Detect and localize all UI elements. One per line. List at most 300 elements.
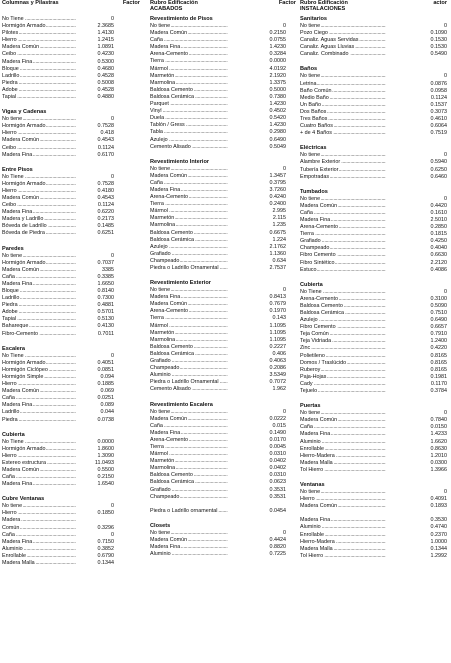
row-label — [2, 309, 76, 316]
row-label — [300, 245, 386, 252]
section-list — [300, 16, 451, 560]
row-factor: 0.5008 — [97, 79, 114, 86]
row-label-text: Estereo estructura — [2, 459, 47, 466]
table-row — [300, 353, 451, 360]
table-row — [2, 30, 144, 37]
row-label-text: Hierro — [2, 381, 17, 388]
row-label — [2, 188, 76, 195]
row-label-text: Madera Común — [150, 415, 188, 422]
column-title: Rubro Edificación — [300, 0, 348, 6]
row-label-text: No tiene — [150, 287, 171, 294]
row-factor: 1.4230 — [269, 44, 286, 51]
row-label-text: Hormigón Armado — [2, 23, 46, 30]
row-label — [150, 472, 228, 479]
table-row — [150, 58, 300, 65]
row-factor: 1.1095 — [269, 322, 286, 329]
row-label-text: No tiene — [2, 252, 23, 259]
row-label — [150, 51, 228, 58]
row-label — [150, 208, 228, 215]
section-title: Entre Pisos — [2, 166, 33, 173]
row-label — [300, 23, 386, 30]
row-label — [300, 30, 386, 37]
row-factor: 1.1095 — [269, 336, 286, 343]
row-label-text: Madera Común — [2, 266, 40, 273]
row-label-text: Baldosa Cerámica — [150, 93, 195, 100]
table-row — [300, 381, 451, 388]
table-row — [300, 210, 451, 217]
table-row — [2, 37, 144, 44]
table-row — [300, 303, 451, 310]
table-row — [150, 265, 300, 272]
row-label — [2, 274, 76, 281]
row-label-text: Madera Fina — [2, 209, 33, 216]
row-factor: 0 — [444, 23, 447, 29]
row-label — [2, 267, 76, 274]
row-label — [300, 44, 386, 51]
row-label-text: Madera Fina — [150, 186, 181, 193]
row-factor: 0.0958 — [430, 87, 447, 94]
row-label-text: Grafiado — [150, 486, 171, 493]
row-factor: 0.8165 — [430, 352, 447, 359]
row-factor: 0.1170 — [430, 380, 447, 387]
row-label-text: Madera Fina — [300, 517, 331, 524]
table-row — [150, 465, 300, 472]
row-label-text: Bóveda de Piedra — [2, 230, 45, 237]
table-row — [300, 245, 451, 252]
row-label — [150, 409, 228, 416]
row-label-text: Bloque — [2, 65, 19, 72]
table-row — [2, 274, 144, 281]
table-row — [150, 87, 300, 94]
row-label-text: No tiene — [150, 23, 171, 29]
table-row — [2, 87, 144, 94]
row-factor: 0.1124 — [97, 202, 114, 209]
table-row — [2, 260, 144, 267]
row-label — [300, 303, 386, 310]
table-row — [300, 546, 451, 553]
section-title: Baños — [300, 66, 318, 73]
table-row — [300, 167, 451, 174]
table-row — [300, 116, 451, 123]
row-factor: 0.0000 — [269, 58, 286, 65]
row-label-text: Baldosa Cemento — [300, 302, 343, 309]
row-factor: 0.4881 — [97, 302, 114, 309]
row-label — [150, 365, 228, 372]
row-label — [2, 331, 76, 338]
row-label-text: Ceibo — [2, 202, 17, 209]
table-row — [300, 324, 451, 331]
column-header — [300, 0, 451, 16]
row-factor: 0.6630 — [430, 252, 447, 259]
table-row — [150, 344, 300, 351]
row-factor: 0.4543 — [97, 194, 114, 201]
table-row — [2, 439, 144, 446]
section-list — [150, 16, 300, 558]
table-row — [300, 446, 451, 453]
table-row — [150, 115, 300, 122]
row-label-text: Marmetón — [150, 72, 175, 79]
row-label — [2, 374, 76, 381]
row-label-text: Madera Fina — [150, 44, 181, 51]
row-factor: 0.7679 — [269, 301, 286, 308]
row-factor: 0 — [283, 529, 286, 536]
row-label-text: Piedra o Ladrillo ornamental — [150, 507, 218, 514]
table-row — [2, 223, 144, 230]
row-label-text: Hierro — [2, 452, 17, 459]
row-label-text: Pilotes — [2, 30, 19, 37]
row-label — [2, 288, 76, 295]
row-label — [2, 37, 76, 44]
table-row — [2, 66, 144, 73]
row-factor: 0.4040 — [430, 245, 447, 252]
row-factor: 1.3090 — [97, 452, 114, 459]
row-label-text: Madera Fina — [300, 216, 331, 223]
row-label — [150, 108, 228, 115]
row-label — [300, 310, 386, 317]
row-factor: 0.6657 — [430, 324, 447, 331]
row-label — [150, 66, 228, 73]
table-row — [300, 267, 451, 274]
row-label-text: Baldosa Cerámica — [300, 310, 345, 316]
row-label — [150, 308, 228, 315]
row-factor: 3.7260 — [269, 186, 286, 193]
row-label — [2, 409, 76, 416]
table-row — [2, 539, 144, 546]
row-label — [300, 503, 386, 510]
row-label — [300, 517, 386, 524]
row-label — [300, 324, 386, 331]
table-row — [2, 517, 144, 524]
row-label-text: Piedra — [2, 79, 18, 86]
row-factor: 0.634 — [272, 257, 286, 264]
table-row — [2, 16, 144, 23]
row-factor: 2.3685 — [97, 23, 114, 30]
table-row — [2, 302, 144, 309]
row-label — [150, 173, 228, 180]
row-factor: 0.1815 — [430, 231, 447, 238]
row-label — [300, 217, 386, 224]
row-factor: 0.6251 — [97, 230, 114, 237]
row-factor: 1.1360 — [269, 250, 286, 257]
row-label — [2, 145, 76, 152]
table-row — [2, 152, 144, 159]
row-factor: 0.1090 — [430, 30, 447, 37]
row-label-text: Madera Fina — [2, 481, 33, 488]
row-label-text: Baldosa Cemento — [150, 472, 193, 479]
table-row — [150, 365, 300, 372]
row-label — [300, 317, 386, 324]
row-label — [150, 166, 228, 173]
row-factor: 0.4610 — [430, 116, 447, 123]
row-label-text: Enrollable — [300, 531, 324, 538]
row-label-text: Tierra — [150, 443, 164, 450]
row-label — [300, 73, 386, 80]
row-factor: 0.4063 — [269, 358, 286, 365]
table-row — [150, 66, 300, 73]
row-label — [150, 287, 228, 294]
row-label — [150, 330, 228, 337]
row-label — [150, 80, 228, 87]
row-factor: 0.5500 — [97, 466, 114, 473]
row-factor: 0 — [283, 287, 286, 294]
table-row — [300, 81, 451, 88]
row-label — [300, 95, 386, 102]
row-label-text: Madera Común — [150, 30, 188, 37]
row-label — [2, 553, 76, 560]
row-label-text: Madera Fina — [300, 431, 331, 438]
row-label-text: Baño Común — [300, 87, 332, 94]
row-label — [2, 16, 76, 23]
section-title: Eléctricas — [300, 145, 327, 152]
row-label — [150, 337, 228, 344]
row-label — [2, 73, 76, 80]
table-row — [150, 222, 300, 229]
column-subtitle: INSTALACIONES — [300, 6, 346, 12]
row-factor: 0.0300 — [430, 459, 447, 466]
row-label-text: Madera Común — [2, 137, 40, 144]
table-row — [2, 316, 144, 323]
table-row — [300, 417, 451, 424]
table-row — [2, 23, 144, 30]
row-factor: 0.0310 — [269, 472, 286, 479]
row-label-text: No tiene — [300, 73, 321, 80]
row-factor: 0.3784 — [430, 388, 447, 395]
row-label-text: Tres Baños — [300, 116, 328, 123]
row-label-text: Tablón / Gress — [150, 122, 185, 129]
row-factor: 0.3530 — [430, 517, 447, 524]
table-row — [300, 123, 451, 130]
row-factor: 0 — [111, 16, 114, 22]
row-label — [150, 187, 228, 194]
row-label — [300, 267, 386, 274]
row-factor: 0.5701 — [97, 309, 114, 316]
table-row — [150, 372, 300, 379]
row-label-text: Canaliz. Aguas Servidas — [300, 37, 359, 44]
row-factor: 0.143 — [272, 315, 286, 322]
table-row — [150, 358, 300, 365]
row-label — [2, 560, 76, 567]
row-label-text: Hierro — [2, 37, 17, 44]
row-factor: 0 — [444, 288, 447, 295]
row-label — [150, 201, 228, 208]
row-factor: 0.7528 — [97, 180, 114, 187]
row-factor: 0.4091 — [430, 496, 447, 503]
table-row — [150, 129, 300, 136]
table-row — [150, 44, 300, 51]
section-title: Cubierta — [2, 431, 25, 438]
row-factor: 0.6064 — [430, 123, 447, 130]
table-row — [300, 439, 451, 446]
table-row — [150, 208, 300, 215]
row-label — [300, 152, 386, 159]
row-label-text: Mármol — [150, 208, 168, 215]
row-factor: 0.0755 — [269, 37, 286, 44]
row-factor: 3385 — [102, 266, 114, 273]
row-label-text: Marmolina — [150, 336, 176, 343]
row-label-text: Champeado — [150, 257, 180, 264]
row-label-text: Adobe — [2, 86, 18, 93]
row-label-text: Tol Hierro — [300, 552, 324, 559]
table-row — [300, 367, 451, 374]
row-factor: 0.3284 — [269, 51, 286, 58]
row-label-text: Baldosa Cerámica — [150, 350, 195, 357]
table-row — [300, 44, 451, 51]
row-label-text: Letrina — [300, 80, 317, 87]
row-label — [2, 209, 76, 216]
row-label-text: Hormigón Armado — [2, 445, 46, 452]
row-factor: 0.1981 — [430, 373, 447, 380]
table-row — [300, 460, 451, 467]
table-row — [300, 510, 451, 517]
row-factor: 0.1885 — [97, 381, 114, 388]
row-label-text: Ladrillo — [2, 409, 20, 416]
row-factor: 0.089 — [100, 402, 114, 409]
row-label-text: Marmolina — [150, 465, 176, 472]
row-label — [2, 467, 76, 474]
table-row — [2, 381, 144, 388]
row-label-text: Madera — [2, 517, 21, 524]
row-factor: 0.7011 — [97, 330, 114, 337]
column-header — [150, 0, 300, 16]
table-row — [2, 94, 144, 101]
row-label-text: Caña — [2, 273, 15, 280]
row-factor: 0.4880 — [97, 94, 114, 101]
row-factor: 1.2992 — [430, 552, 447, 559]
row-factor: 0.2150 — [269, 30, 286, 37]
row-factor: 1.1095 — [269, 329, 286, 336]
column-title: Columnas y Pilastras — [2, 0, 59, 6]
table-row — [2, 417, 144, 424]
table-row — [150, 379, 300, 386]
row-label-text: No tiene — [150, 165, 171, 172]
row-label — [300, 524, 386, 531]
row-label-text: No tiene — [150, 408, 171, 415]
row-label — [2, 44, 76, 51]
row-factor: 0.2086 — [269, 365, 286, 372]
row-factor: 0.069 — [100, 388, 114, 395]
row-label — [150, 87, 228, 94]
row-label — [300, 51, 386, 58]
row-label-text: Madera Fina — [2, 402, 33, 409]
row-label-text: Hierro — [300, 496, 315, 503]
row-label — [150, 494, 228, 501]
row-label-text: + de 4 Baños — [300, 130, 332, 137]
row-factor: 0 — [111, 503, 114, 510]
row-label-text: Tubería Exterior — [300, 166, 339, 173]
row-label — [150, 180, 228, 187]
row-label-text: No Tiene — [2, 173, 24, 180]
row-label-text: Madera Común — [2, 44, 40, 51]
row-label-text: Marmetón — [150, 329, 175, 336]
table-row — [150, 337, 300, 344]
row-label — [150, 144, 228, 151]
row-factor: 0.0454 — [269, 507, 286, 514]
table-row — [300, 174, 451, 181]
row-factor: 0.6220 — [97, 209, 114, 216]
table-row — [150, 187, 300, 194]
row-label-text: No tiene — [300, 488, 321, 495]
table-row — [2, 560, 144, 567]
row-label — [300, 123, 386, 130]
row-factor: 0.2850 — [430, 224, 447, 231]
row-factor: 0.1537 — [430, 101, 447, 108]
row-factor: 0.0251 — [97, 395, 114, 402]
row-factor: 1.6650 — [97, 280, 114, 287]
row-factor: 1.3966 — [430, 466, 447, 473]
table-row — [2, 230, 144, 237]
row-label-text: Parquet — [150, 101, 169, 108]
table-row — [150, 287, 300, 294]
row-label — [2, 174, 76, 181]
row-factor: 0.4502 — [269, 108, 286, 115]
row-label-text: Caña — [150, 179, 163, 186]
table-row — [2, 216, 144, 223]
row-label-text: Tierra — [150, 315, 164, 322]
row-label-text: Madera Común — [2, 388, 40, 395]
row-label — [150, 351, 228, 358]
row-factor: 0.1610 — [430, 209, 447, 216]
row-label-text: Aluminio — [150, 551, 171, 558]
row-factor: 1.2415 — [97, 37, 114, 44]
row-label-text: No tiene — [2, 116, 23, 123]
row-factor: 0.7380 — [269, 93, 286, 100]
section-title: Revestimiento Escalera — [150, 401, 213, 408]
row-label-text: Baldosa Cemento — [150, 229, 193, 236]
row-factor: 0.7037 — [97, 259, 114, 266]
table-row — [150, 51, 300, 58]
row-label — [2, 295, 76, 302]
row-label — [150, 451, 228, 458]
row-label — [150, 323, 228, 330]
row-factor: 0.4086 — [430, 266, 447, 273]
table-row — [300, 224, 451, 231]
table-row — [2, 503, 144, 510]
row-factor: 0 — [444, 152, 447, 159]
row-label-text: Ladrillo — [2, 295, 20, 302]
row-label — [2, 94, 76, 101]
row-factor: 0.6490 — [269, 136, 286, 143]
table-row — [150, 494, 300, 501]
row-factor: 0.4740 — [430, 524, 447, 531]
row-label-text: Teja Vidriada — [300, 338, 332, 345]
row-label-text: No Tiene — [300, 288, 322, 295]
column-instalaciones — [300, 0, 451, 560]
row-label — [2, 402, 76, 409]
row-label-text: Baldosa Cerámica — [150, 479, 195, 486]
row-label-text: Hormigón Armado — [2, 123, 46, 130]
row-label-text: Adobe — [2, 309, 18, 316]
row-label — [150, 101, 228, 108]
row-label — [2, 116, 76, 123]
row-label-text: Bahareque — [2, 323, 29, 330]
row-factor: 1.235 — [272, 222, 286, 229]
row-label — [2, 532, 76, 539]
row-factor: 0 — [283, 23, 286, 29]
table-row — [2, 402, 144, 409]
row-label — [300, 345, 386, 352]
row-factor: 0.1490 — [269, 429, 286, 436]
row-label — [300, 203, 386, 210]
row-factor: 0.3852 — [97, 545, 114, 552]
row-factor: 0.7072 — [269, 379, 286, 386]
row-label — [2, 316, 76, 323]
row-label-text: Grafiado — [300, 238, 321, 245]
table-row — [150, 101, 300, 108]
row-label — [150, 44, 228, 51]
row-label — [2, 481, 76, 488]
row-factor: 0.5090 — [430, 302, 447, 309]
row-label-text: Arena-Cemento — [150, 308, 189, 315]
